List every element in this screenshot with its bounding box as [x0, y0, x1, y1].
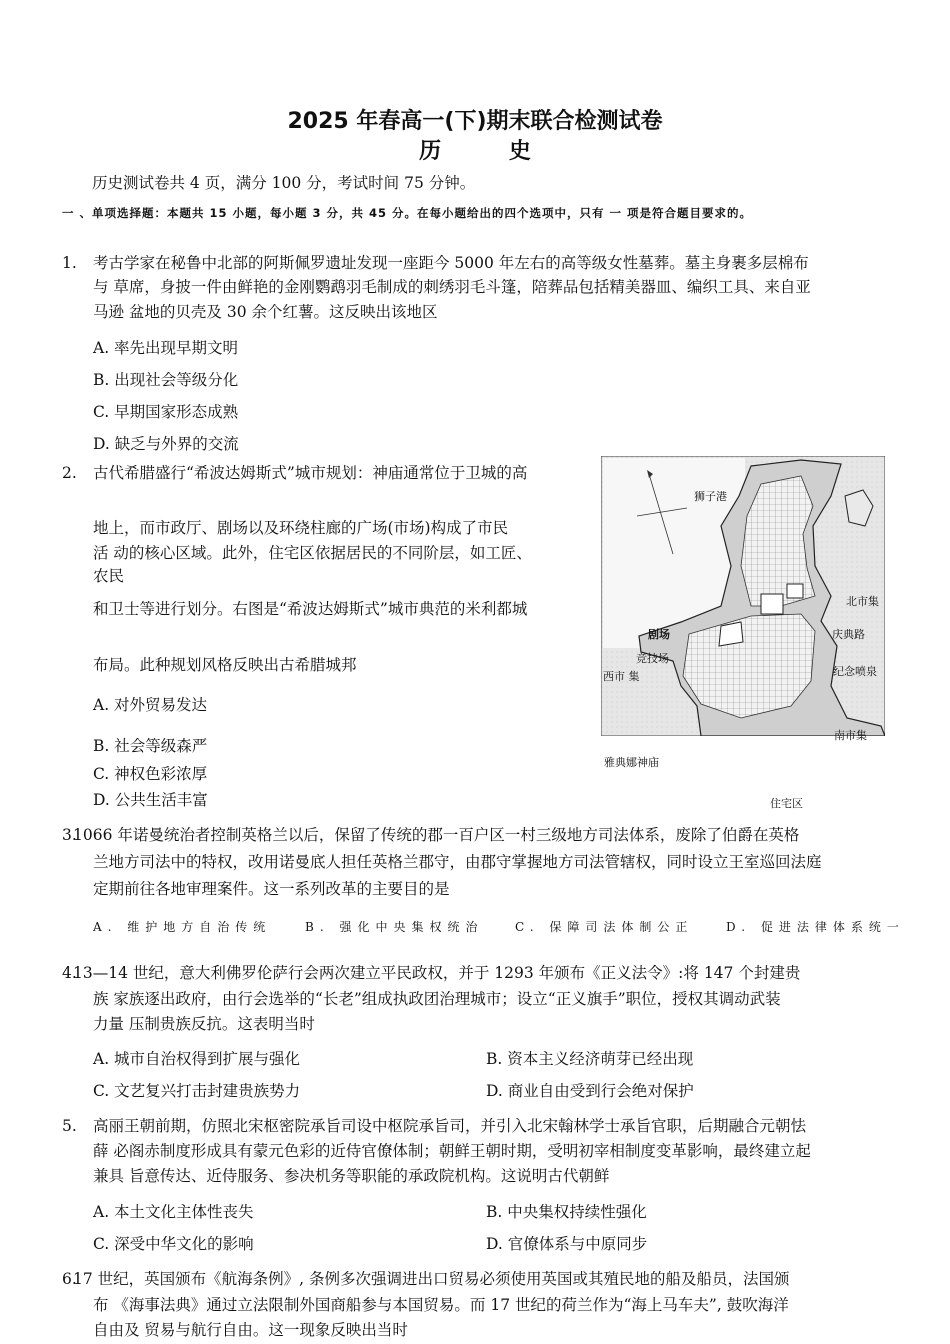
option-b: B. 中央集权持续性强化 [486, 1203, 647, 1221]
option-d: D. 公共生活丰富 [93, 791, 208, 809]
question-number: 5. [62, 1117, 77, 1135]
question-text-line: 地上，而市政厅、剧场以及环绕柱廊的广场(市场)构成了市民 [93, 519, 509, 537]
map-label-theatre: 剧场 [648, 628, 670, 641]
question-text-line: 定期前往各地审理案件。这一系列改革的主要目的是 [93, 880, 450, 898]
section-heading: 一 、单项选择题：本题共 15 小题，每小题 3 分，共 45 分。在每小题给出的四个选项中，只有 一 项是符合题目要求的。 [62, 206, 753, 220]
option-a: A. 本土文化主体性丧失 [93, 1203, 254, 1221]
question-text-line: 17 世纪，英国颁布《航海条例》, 条例多次强调进出口贸易必须使用英国或其殖民地的船及船员，法国颁 [73, 1270, 790, 1288]
option-a: A. 维护地方自治传统 [93, 920, 272, 934]
map-label-stadium: 竞技场 [636, 652, 669, 665]
option-d: D. 缺乏与外界的交流 [93, 435, 239, 453]
option-a: A. 对外贸易发达 [93, 696, 208, 714]
option-c: C. 文艺复兴打击封建贵族势力 [93, 1082, 301, 1100]
question-text-line: 族 家族逐出政府，由行会选举的“长老”组成执政团治理城市；设立“正义旗手”职位，授权其调动武装 [93, 990, 781, 1008]
option-a: A. 城市自治权得到扩展与强化 [93, 1050, 301, 1068]
map-label-west-market: 西市 集 [603, 670, 640, 683]
question-text-line: 考古学家在秘鲁中北部的阿斯佩罗遗址发现一座距今 5000 年左右的高等级女性墓葬。墓主身裹多层棉布 [93, 254, 809, 272]
question-text-line: 古代希腊盛行“希波达姆斯式”城市规划：神庙通常位于卫城的高 [93, 464, 528, 482]
option-c: C. 深受中华文化的影响 [93, 1235, 254, 1253]
question-text-line: 马逊 盆地的贝壳及 30 余个红薯。这反映出该地区 [93, 303, 438, 321]
question-text-line: 和卫士等进行划分。右图是“希波达姆斯式”城市典范的米利都城 [93, 600, 528, 618]
option-b: B. 强化中央集权统治 [305, 920, 484, 934]
question-text-line: 活 动的核心区域。此外，住宅区依据居民的不同阶层，如工匠、 [93, 544, 532, 562]
map-label-north-market: 北市集 [846, 595, 879, 608]
option-d: D. 促进法律体系统一 [726, 920, 905, 934]
map-label-athena-temple: 雅典娜神庙 [604, 756, 659, 769]
option-a: A. 率先出现早期文明 [93, 339, 239, 357]
question-text-line: 布 《海事法典》通过立法限制外国商船参与本国贸易。而 17 世纪的荷兰作为“海上马车夫”, 鼓吹海洋 [93, 1296, 789, 1314]
option-d: D. 官僚体系与中原同步 [486, 1235, 648, 1253]
subject-title: 历 史 [419, 139, 561, 164]
question-text-line: 兼具 旨意传达、近侍服务、参决机务等职能的承政院机构。这说明古代朝鲜 [93, 1167, 610, 1185]
question-text-line: 与 草席，身披一件由鲜艳的金刚鹦鹉羽毛制成的刺绣羽毛斗篷，陪葬品包括精美器皿、编织工具、来自亚 [93, 278, 811, 296]
question-text-line: 力量 压制贵族反抗。这表明当时 [93, 1015, 315, 1033]
question-text-line: 高丽王朝前期，仿照北宋枢密院承旨司设中枢院承旨司，并引入北宋翰林学士承旨官职，后期融合元朝怯 [93, 1117, 807, 1135]
map-label-south-market: 南市集 [834, 729, 867, 742]
question-number: 4. [62, 964, 77, 982]
option-c: C. 神权色彩浓厚 [93, 765, 208, 783]
question-number: 2. [62, 464, 77, 482]
question-text-line: 农民 [93, 567, 125, 585]
question-text-line: 13—14 世纪，意大利佛罗伦萨行会两次建立平民政权，并于 1293 年颁布《正义法令》:将 147 个封建贵 [73, 964, 801, 982]
option-d: D. 商业自由受到行会绝对保护 [486, 1082, 694, 1100]
question-text-line: 兰地方司法中的特权，改用诺曼底人担任英格兰郡守，由郡守掌握地方司法管辖权，同时设立王室巡回法庭 [93, 853, 822, 871]
exam-intro: 历史测试卷共 4 页，满分 100 分，考试时间 75 分钟。 [92, 174, 476, 192]
question-number: 3. [62, 826, 77, 844]
map-label-lion-port: 狮子港 [694, 490, 727, 503]
question-text-line: 薛 必阁赤制度形成具有蒙元色彩的近侍官僚体制；朝鲜王朝时期，受明初宰相制度变革影响，最终建立起 [93, 1142, 811, 1160]
option-b: B. 资本主义经济萌芽已经出现 [486, 1050, 694, 1068]
map-label-festival-road: 庆典路 [832, 628, 865, 641]
option-c: C. 保障司法体制公正 [515, 920, 694, 934]
option-b: B. 社会等级森严 [93, 737, 208, 755]
question-text-line: 1066 年诺曼统治者控制英格兰以后，保留了传统的郡一百户区一村三级地方司法体系，废除了伯爵在英格 [73, 826, 800, 844]
question-text-line: 布局。此种规划风格反映出古希腊城邦 [93, 656, 357, 674]
map-label-residential: 住宅区 [770, 797, 803, 810]
option-c: C. 早期国家形态成熟 [93, 403, 239, 421]
exam-title: 2025 年春高一(下)期末联合检测试卷 [287, 109, 663, 134]
question-number: 6. [62, 1270, 77, 1288]
option-b: B. 出现社会等级分化 [93, 371, 239, 389]
question-text-line: 自由及 贸易与航行自由。这一现象反映出当时 [93, 1321, 408, 1339]
miletus-map [601, 456, 885, 736]
map-label-fountain: 纪念喷泉 [833, 665, 877, 678]
question-number: 1. [62, 254, 77, 272]
